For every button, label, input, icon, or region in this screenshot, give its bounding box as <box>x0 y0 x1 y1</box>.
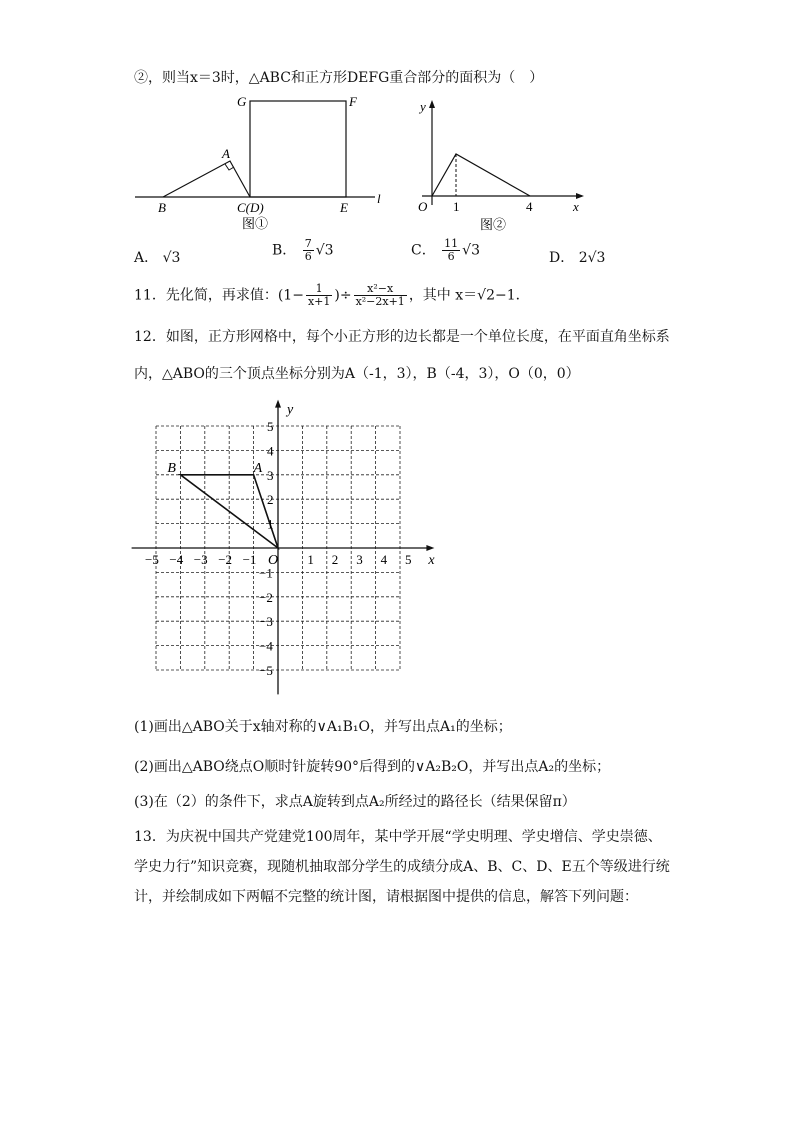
x-tick-label: −1 <box>242 552 257 567</box>
y-arrow <box>429 100 435 108</box>
x-tick-label: −5 <box>145 552 159 567</box>
point-a-label: A <box>253 460 263 476</box>
y-tick-label: 5 <box>267 419 274 434</box>
q13-line3: 计，并绘制成如下两幅不完整的统计图，请根据图中提供的信息，解答下列问题： <box>134 889 638 905</box>
y-tick-label: 1 <box>267 516 274 532</box>
y-tick-label: 4 <box>267 443 274 459</box>
y-tick-label: −5 <box>259 663 273 678</box>
label-y: y <box>420 99 426 114</box>
q12-sub3: (3)在（2）的条件下，求点A旋转到点A₂所经过的路径长（结果保留π） <box>134 794 576 810</box>
option-d: D． 2√3 <box>549 250 606 266</box>
triangle-abc <box>163 161 250 197</box>
x-tick-label: 1 <box>307 552 314 567</box>
caption-fig1: 图① <box>242 216 269 231</box>
label-a: A <box>222 146 230 161</box>
caption-fig2: 图② <box>480 217 507 232</box>
label-o: O <box>418 199 428 214</box>
coordinate-grid <box>130 395 440 700</box>
point-b-label: B <box>167 460 176 476</box>
figure-1 <box>130 88 395 236</box>
y-tick-label: −2 <box>259 589 273 605</box>
option-a: A． √3 <box>134 250 181 266</box>
label-l: l <box>377 191 381 206</box>
label-x: x <box>573 199 579 214</box>
q13-line2: 学史力行”知识竞赛，现随机抽取部分学生的成绩分成A、B、C、D、E五个等级进行统 <box>134 859 670 875</box>
y-axis-arrow <box>275 400 281 408</box>
x-tick-label: 3 <box>356 552 363 567</box>
label-b: B <box>158 200 166 215</box>
x-axis-arrow <box>426 545 434 551</box>
square-defg <box>250 101 346 197</box>
figure-2 <box>412 95 592 235</box>
x-tick-label: −2 <box>218 552 233 567</box>
y-tick-label: −4 <box>259 638 273 654</box>
y-tick-label: −1 <box>259 565 273 581</box>
x-axis-label: x <box>428 553 435 568</box>
q12-sub1: (1)画出△ABO关于x轴对称的∨A₁B₁O，并写出点A₁的坐标； <box>134 719 512 735</box>
y-tick-label: 2 <box>267 492 274 508</box>
label-e: E <box>340 200 348 215</box>
y-axis-label: y <box>287 402 294 418</box>
origin-label: O <box>268 553 279 568</box>
q12-line2: 内，△ABO的三个顶点坐标分别为A（-1，3），B（-4，3），O（0，0） <box>134 366 580 382</box>
x-tick-label: 2 <box>331 552 339 567</box>
q13-line1: 13．为庆祝中国共产党建党100周年，某中学开展“学史明理、学史增信、学史崇德、 <box>134 829 662 845</box>
q12-line1: 12．如图，正方形网格中，每个小正方形的边长都是一个单位长度，在平面直角坐标系 <box>134 329 670 345</box>
option-c: C． $\frac{11}{6}$ √3 <box>411 237 480 263</box>
x-tick-label: −3 <box>193 552 208 567</box>
label-4: 4 <box>526 199 533 214</box>
x-tick-label: 5 <box>405 552 412 567</box>
label-f: F <box>349 94 357 109</box>
q12-sub2: (2)画出△ABO绕点O顺时针旋转90°后得到的∨A₂B₂O，并写出点A₂的坐标； <box>134 759 611 775</box>
label-cd: C(D) <box>237 200 264 215</box>
q11: 11．先化简，再求值：(1− $\frac{1}{x+1}$ )÷ $\frac{\text{x²−x}}{\text{x²−2x+1}}$ ，其中 x＝√2−1． <box>134 282 530 308</box>
x-tick-label: 4 <box>380 552 388 567</box>
y-tick-label: 3 <box>267 467 274 483</box>
graph-line <box>432 154 530 196</box>
label-g: G <box>237 94 247 109</box>
label-1: 1 <box>453 199 460 214</box>
option-b: B． $\frac{7}{6}$ √3 <box>272 237 334 263</box>
x-tick-label: −4 <box>169 552 184 567</box>
y-tick-label: −3 <box>259 614 273 630</box>
q10-intro: ②，则当x＝3时，△ABC和正方形DEFG重合部分的面积为（ ） <box>134 70 544 86</box>
